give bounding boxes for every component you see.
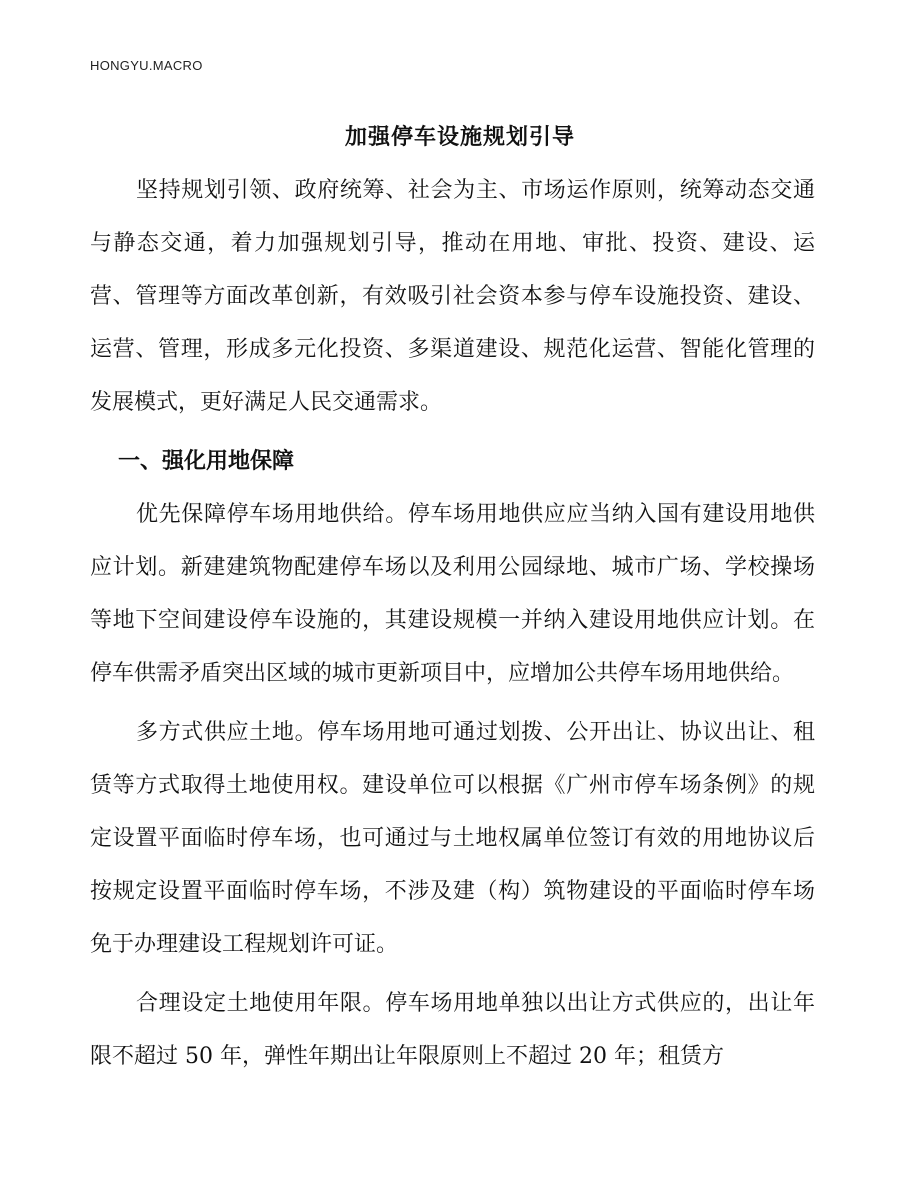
- page-title: 加强停车设施规划引导: [344, 124, 575, 150]
- section-heading: 一、强化用地保障: [118, 448, 295, 474]
- document-header: HONGYU.MACRO: [90, 58, 203, 73]
- paragraph-supply-methods: 多方式供应土地。停车场用地可通过划拨、公开出让、协议出让、租赁等方式取得土地使用权。建设单位可以根据《广州市停车场条例》的规定设置平面临时停车场，也可通过与土地权属单位签订有效的用地协议后按规定设置平面临时停车场，不涉及建（构）筑物建设的平面临时停车场免于办理建设工程规划许可证。: [90, 720, 815, 957]
- document-body: [90, 164, 815, 1083]
- paragraph-land-term: 合理设定土地使用年限。停车场用地单独以出让方式供应的，出让年限不超过 50 年，弹性年期出让年限原则上不超过 20 年；租赁方: [90, 991, 815, 1069]
- intro-paragraph: 坚持规划引领、政府统筹、社会为主、市场运作原则，统筹动态交通与静态交通，着力加强规划引导，推动在用地、审批、投资、建设、运营、管理等方面改革创新，有效吸引社会资本参与停车设施投资、建设、运营、管理，形成多元化投资、多渠道建设、规范化运营、智能化管理的发展模式，更好满足人民交通需求。: [90, 178, 815, 415]
- paragraph-land-supply: 优先保障停车场用地供给。停车场用地供应应当纳入国有建设用地供应计划。新建建筑物配建停车场以及利用公园绿地、城市广场、学校操场等地下空间建设停车设施的，其建设规模一并纳入建设用地供应计划。在停车供需矛盾突出区域的城市更新项目中，应增加公共停车场用地供给。: [90, 502, 815, 686]
